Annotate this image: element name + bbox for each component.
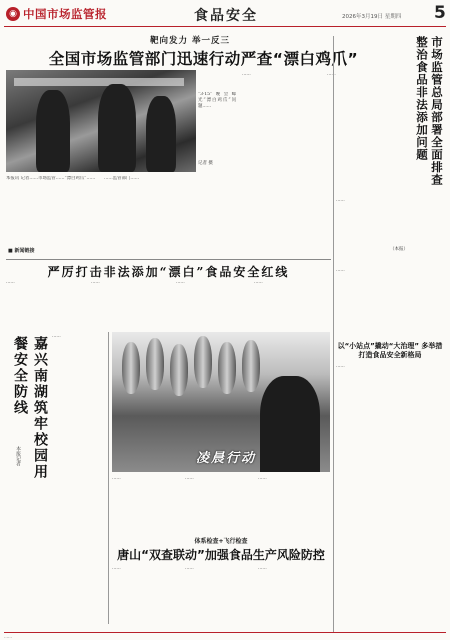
lead-headline[interactable]: 全国市场监管部门迅速行动严查“漂白鸡爪” — [48, 50, 359, 68]
logo-text: 中国市场监管报 — [23, 7, 107, 21]
photo-story-column: …… — [258, 476, 267, 481]
lead-column: 本报讯 记者……市场监管……“漂白鸡爪”…… — [6, 176, 96, 181]
page-footer: …… — [4, 632, 446, 638]
logo[interactable] — [6, 4, 108, 24]
second-column: …… — [254, 280, 263, 285]
right-box-headline[interactable]: 以“小站点”撬动“大治理” 多举措打造食品安全新格局 — [337, 342, 443, 359]
right-column: …… — [336, 198, 345, 203]
right-column: …… — [336, 268, 345, 273]
photo-hanging-meat — [194, 336, 212, 388]
fourth-headline[interactable]: 唐山“双查联动”加强食品生产风险防控 — [117, 548, 325, 562]
inspection-photo[interactable] — [112, 332, 330, 472]
photo-hanging-meat — [146, 338, 164, 390]
second-column: …… — [176, 280, 185, 285]
photo-inspector-figure — [98, 84, 136, 172]
photo-inspector-figure — [146, 96, 176, 172]
masthead — [4, 3, 446, 27]
column-divider — [108, 332, 109, 624]
right-column: …… — [336, 364, 345, 369]
third-column: …… — [52, 334, 61, 339]
lead-source: （本报） — [390, 247, 408, 252]
issue-date: 2026年3月19日 星期四 — [342, 14, 402, 20]
news-link-label[interactable]: ■ 新闻链接 — [8, 248, 35, 254]
second-headline[interactable]: 严厉打击非法添加“漂白”食品安全红线 — [6, 259, 331, 280]
third-byline: 本报记者 — [15, 446, 21, 466]
photo-hanging-meat — [242, 340, 260, 392]
photo-hanging-meat — [170, 344, 188, 396]
fourth-column: …… — [112, 566, 121, 571]
photo-story-column: …… — [112, 476, 121, 481]
lead-photo-credit: 记者 摄 — [198, 161, 213, 166]
column-divider — [333, 36, 334, 632]
photo-overlay-title: 凌晨行动 — [196, 451, 257, 466]
section-title: 食品安全 — [194, 8, 258, 24]
fourth-kicker: 体系检查+飞行检查 — [194, 538, 248, 545]
lead-column: …… — [327, 72, 336, 77]
photo-hanging-meat — [218, 342, 236, 394]
second-column: …… — [91, 280, 100, 285]
photo-inspector-figure — [36, 90, 70, 172]
lead-kicker: 靶向发力 举一反三 — [150, 36, 230, 46]
photo-shelf — [14, 78, 184, 86]
lead-photo[interactable] — [6, 70, 196, 172]
fourth-column: …… — [258, 566, 267, 571]
lead-column: ……监管部门…… — [104, 176, 140, 181]
lead-column: …… — [242, 72, 251, 77]
page-number: 5 — [434, 3, 446, 23]
fourth-column: …… — [185, 566, 194, 571]
right-vertical-headline[interactable]: 市场监管总局部署全面排查整治食品非法添加问题 — [415, 36, 444, 186]
second-column: …… — [6, 280, 15, 285]
third-vertical-headline[interactable]: 嘉兴南湖筑牢校园用餐安全防线 — [12, 336, 48, 480]
photo-officer-figure — [260, 376, 320, 472]
logo-emblem-icon: ◉ — [6, 7, 20, 21]
photo-hanging-meat — [122, 342, 140, 394]
lead-photo-caption: “3·15”晚会曝光“漂白鸡爪”问题…… — [198, 92, 236, 110]
photo-story-column: …… — [185, 476, 194, 481]
